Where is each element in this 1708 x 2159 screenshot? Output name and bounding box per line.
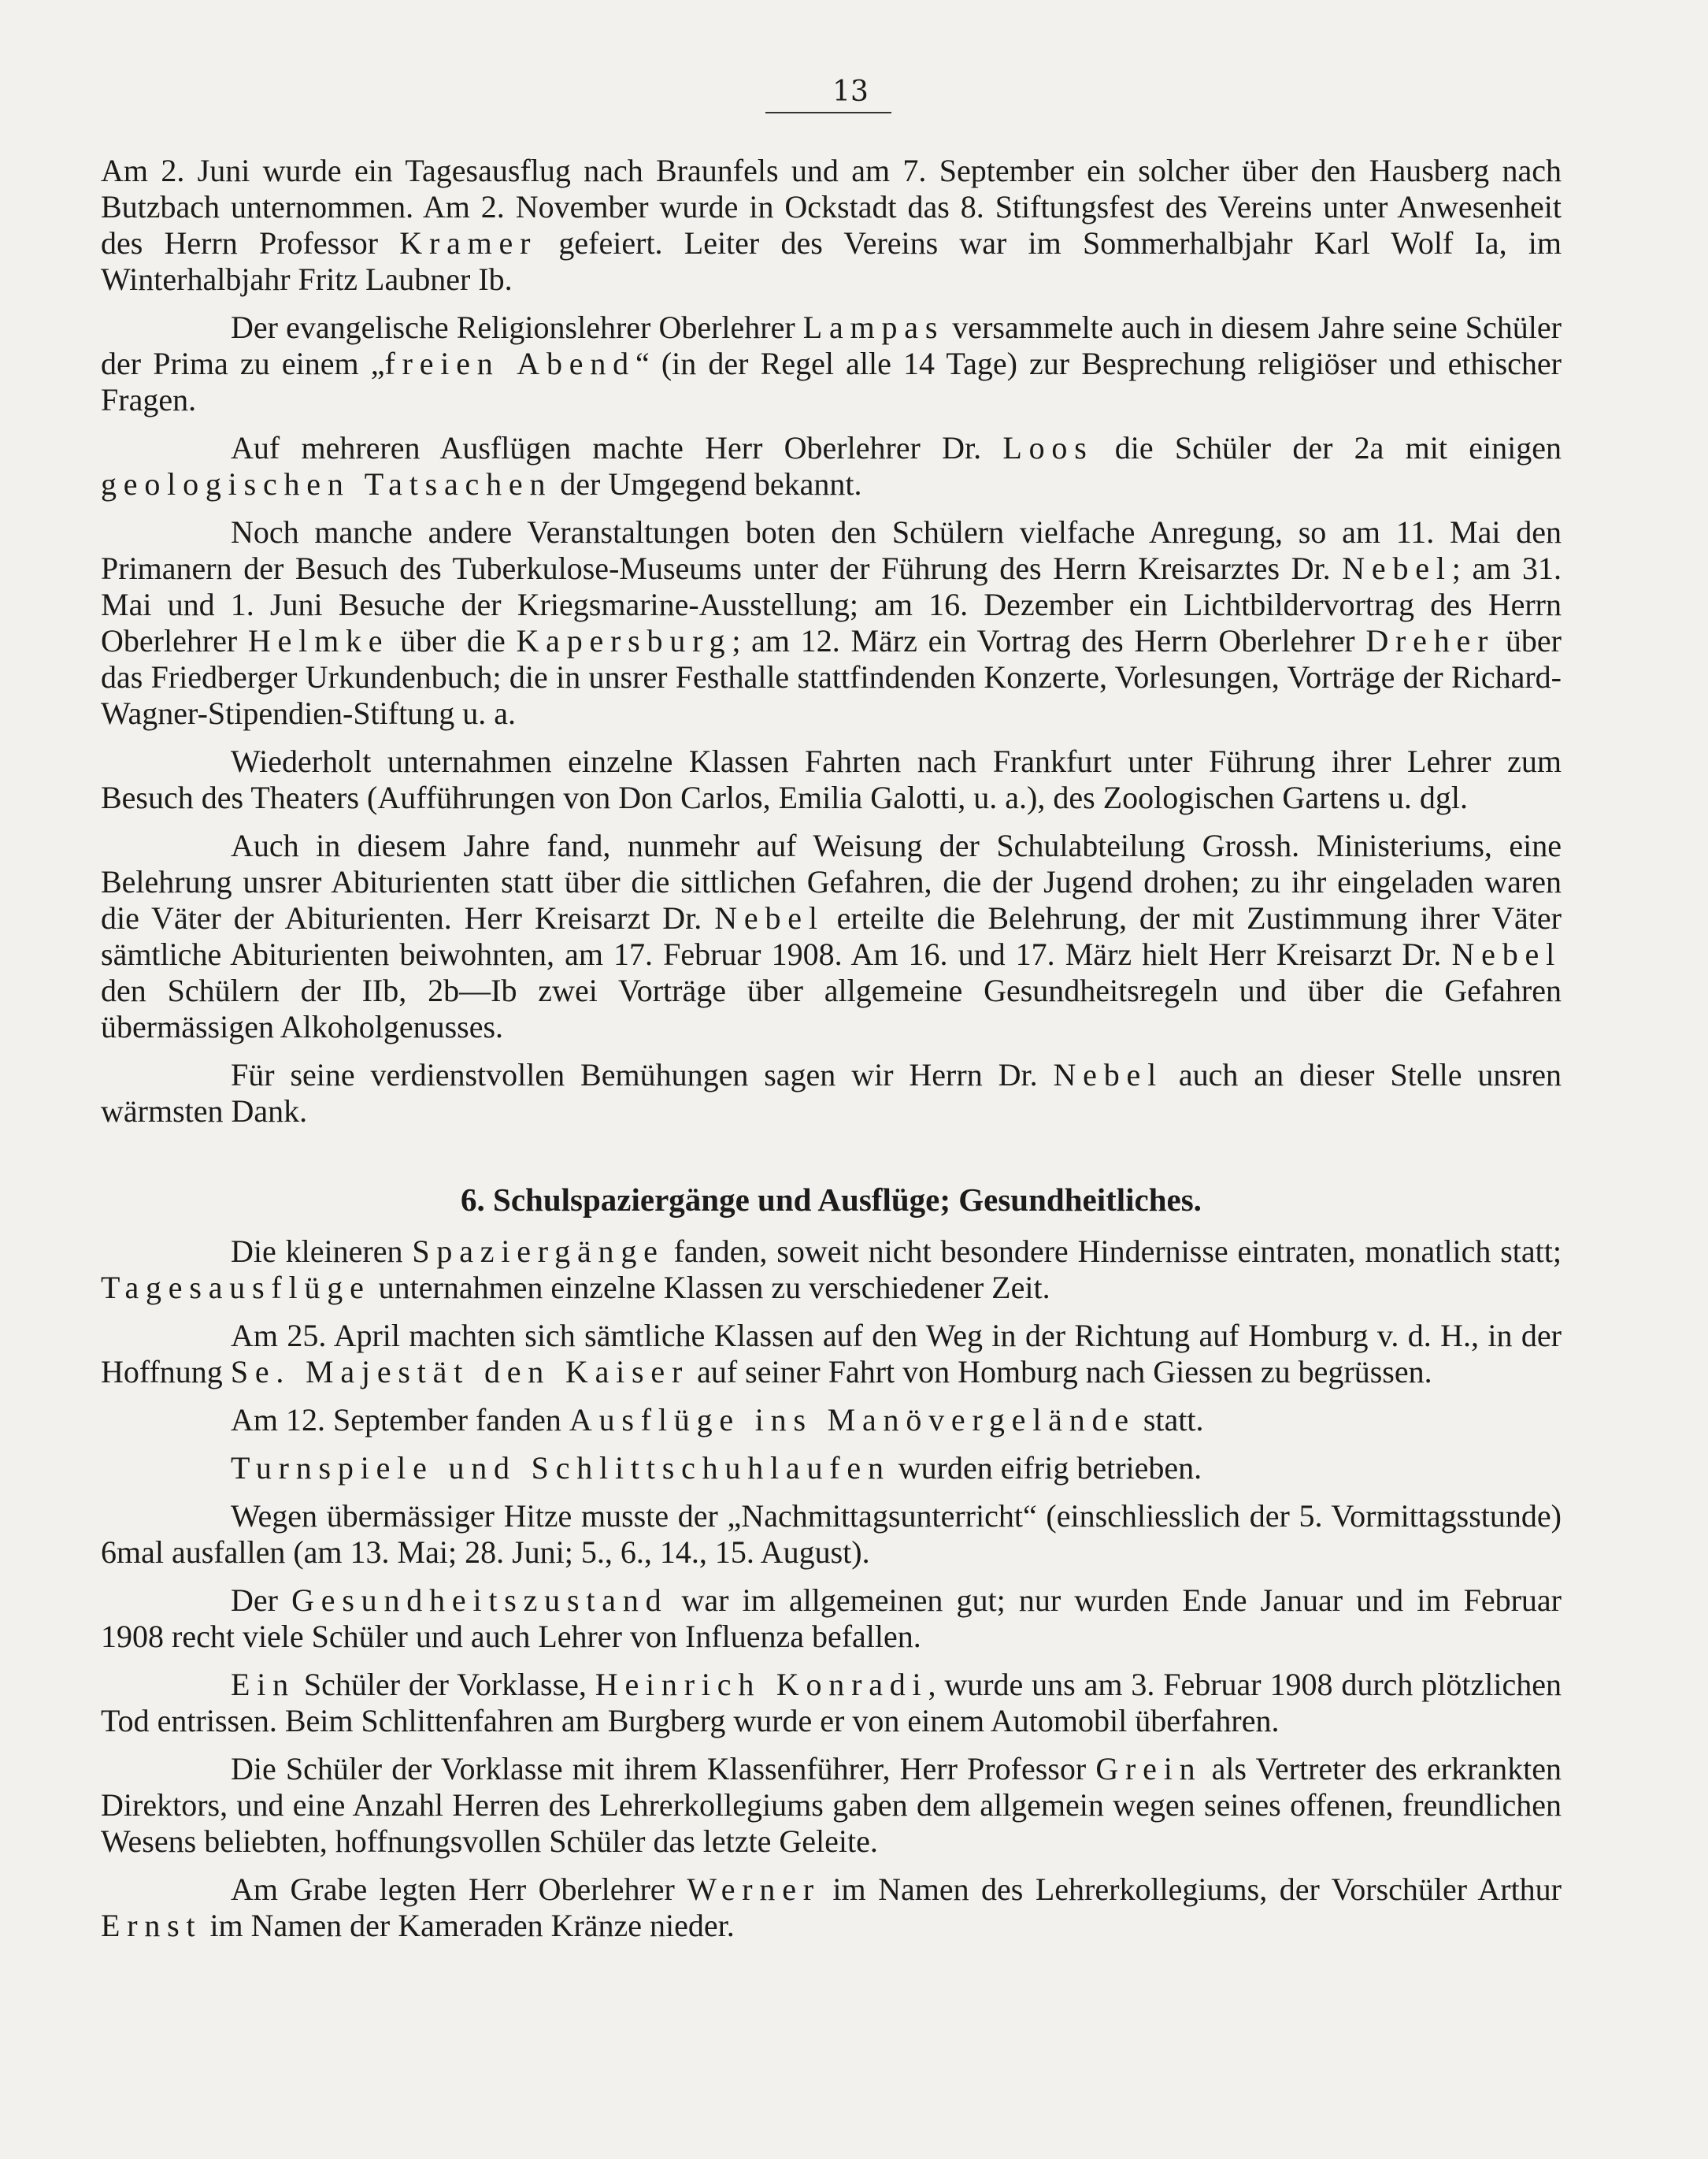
spaced-emphasis-text: Grein: [1095, 1751, 1202, 1786]
spaced-emphasis-text: Turnspiele und Schlittschuhlaufen: [231, 1450, 891, 1486]
paragraph: [101, 1872, 1562, 1944]
spaced-emphasis-text: Nebel: [1053, 1057, 1164, 1092]
text-segment: im Namen der Kameraden Kränze nieder.: [202, 1908, 735, 1943]
spaced-emphasis-text: Nebel: [714, 900, 824, 936]
text-segment: Für seine verdienstvollen Bemühungen sagen wir Herrn Dr.: [231, 1057, 1054, 1092]
text-segment: als Vertreter des erkrankten Direktors, und eine Anzahl Herren des Lehrerkollegiums gaben dem allgemein wegen seines offenen, freundlichen Wesens beliebten, hoffnungsvollen Schüler das letzte Geleite.: [101, 1751, 1562, 1859]
text-segment: war im allgemeinen gut; nur wurden Ende Januar und im Februar 1908 recht viele Schüler und auch Lehrer von Influenza befallen.: [101, 1582, 1562, 1654]
spaced-emphasis-text: Kramer: [399, 225, 538, 261]
text-segment: statt.: [1135, 1402, 1204, 1437]
section-heading: [101, 1182, 1562, 1218]
text-segment: Am 25. April machten sich sämtliche Klassen auf den Weg in der Richtung auf Homburg v. d. H., in der Hoffnung: [101, 1318, 1562, 1389]
spaced-emphasis-text: Ernst: [101, 1908, 202, 1943]
text-segment: Noch manche andere Veranstaltungen boten den Schülern vielfache Anregung, so am 11. Mai den Primanern der Besuch des Tuberkulose-Museums unter der Führung des Herrn Kreisarztes Dr.: [101, 514, 1562, 586]
paragraph: [101, 744, 1562, 816]
text-segment: fanden, soweit nicht besondere Hindernisse eintraten, monatlich statt;: [664, 1233, 1562, 1269]
text-segment: auf seiner Fahrt von Homburg nach Giessen zu begrüssen.: [689, 1354, 1432, 1389]
paragraph: [101, 1233, 1562, 1306]
spaced-emphasis-text: freien Abend: [384, 346, 635, 381]
text-segment: Auch in diesem Jahre fand, nunmehr auf Weisung der Schulabteilung Grossh. Ministeriums, eine Belehrung unsrer Abiturienten statt über die sittlichen Gefahren, die der Jugend drohen; zu ihr eingeladen waren die Väter der Abiturienten. Herr Kreisarzt Dr.: [101, 828, 1562, 936]
paragraph: [101, 1450, 1562, 1486]
paragraph: [101, 514, 1562, 732]
spaced-emphasis-text: Lampas: [802, 310, 945, 345]
paragraph: [101, 1318, 1562, 1390]
text-segment: Am 12. September fanden: [231, 1402, 569, 1437]
page-number: 13: [832, 76, 869, 108]
text-segment: 6. Schulspaziergänge und Ausflüge; Gesundheitliches.: [461, 1182, 1202, 1218]
text-segment: gefeiert. Leiter des Vereins war im Sommerhalbjahr Karl Wolf Ia, im Winterhalbjahr Fritz Laubner Ib.: [101, 225, 1562, 297]
spaced-emphasis-text: Werner: [687, 1872, 821, 1907]
paragraph: [101, 1582, 1562, 1655]
text-segment: auch an dieser Stelle unsren wärmsten Dank.: [101, 1057, 1562, 1129]
text-segment: Wiederholt unternahmen einzelne Klassen Fahrten nach Frankfurt unter Führung ihrer Lehrer zum Besuch des Theaters (Aufführungen von Don Carlos, Emilia Galotti, u. a.), des Zoologischen Gartens u. dgl.: [101, 744, 1562, 815]
paragraph: [101, 1498, 1562, 1571]
text-segment: Die Schüler der Vorklasse mit ihrem Klassenführer, Herr Professor: [231, 1751, 1096, 1786]
text-segment: die Schüler der 2a mit einigen: [1093, 430, 1562, 466]
spaced-emphasis-text: geologischen Tatsachen: [101, 466, 553, 502]
text-segment: “ (in der Regel alle 14 Tage) zur Besprechung religiöser und ethischer Fragen.: [101, 346, 1562, 417]
spaced-emphasis-text: Ein: [231, 1667, 295, 1702]
spaced-emphasis-text: Dreher: [1365, 623, 1495, 658]
spaced-emphasis-text: Loos: [1002, 430, 1094, 466]
spaced-emphasis-text: Heinrich Konradi: [595, 1667, 928, 1702]
text-segment: Am 2. Juni wurde ein Tagesausflug nach Braunfels und am 7. September ein solcher über den Hausberg nach Butzbach unternommen. Am 2. November wurde in Ockstadt das 8. Stiftungsfest des Vereins unter Anwesenheit des Herrn Professor: [101, 153, 1562, 261]
text-segment: über das Friedberger Urkundenbuch; die in unsrer Festhalle stattfindenden Konzerte, Vorlesungen, Vorträge der Richard-Wagner-Stipendien-Stiftung u. a.: [101, 623, 1562, 731]
spaced-emphasis-text: Tagesausflüge: [101, 1270, 371, 1305]
paragraph: [101, 153, 1562, 298]
text-segment: Am Grabe legten Herr Oberlehrer: [231, 1872, 687, 1907]
text-segment: über die: [389, 623, 517, 658]
spaced-emphasis-text: Ausflüge ins Manövergelände: [569, 1402, 1136, 1437]
paragraph: [101, 828, 1562, 1045]
text-segment: Wegen übermässiger Hitze musste der „Nachmittagsunterricht“ (einschliesslich der 5. Vormittagsstunde) 6mal ausfallen (am 13. Mai; 28. Juni; 5., 6., 14., 15. August).: [101, 1498, 1562, 1570]
paragraph: [101, 1057, 1562, 1130]
paragraph: [101, 1667, 1562, 1739]
spaced-emphasis-text: Se. Majestät den Kaiser: [230, 1354, 690, 1389]
paragraph: [101, 310, 1562, 418]
paragraph: [101, 430, 1562, 503]
text-segment: , wurde uns am 3. Februar 1908 durch plötzlichen Tod entrissen. Beim Schlittenfahren am Burgberg wurde er von einem Automobil überfahren.: [101, 1667, 1562, 1738]
text-segment: wurden eifrig betrieben.: [890, 1450, 1202, 1486]
paragraph: [101, 1751, 1562, 1860]
text-segment: im Namen des Lehrerkollegiums, der Vorschüler Arthur: [820, 1872, 1562, 1907]
text-segment: Der: [231, 1582, 292, 1618]
text-segment: unternahmen einzelne Klassen zu verschiedener Zeit.: [370, 1270, 1050, 1305]
text-segment: versammelte auch in diesem Jahre seine Schüler der Prima zu einem „: [101, 310, 1562, 381]
spaced-emphasis-text: Gesundheitszustand: [291, 1582, 669, 1618]
text-segment: ; am 31. Mai und 1. Juni Besuche der Kriegsmarine-Ausstellung; am 16. Dezember ein Lichtbildervortrag des Herrn Oberlehrer: [101, 551, 1562, 658]
text-segment: Der evangelische Religionslehrer Oberlehrer: [231, 310, 803, 345]
text-segment: den Schülern der IIb, 2b—Ib zwei Vorträge über allgemeine Gesundheitsregeln und über die Gefahren übermässigen Alkoholgenusses.: [101, 973, 1562, 1044]
body-text: [101, 153, 1562, 1956]
text-segment: erteilte die Belehrung, der mit Zustimmung ihrer Väter sämtliche Abiturienten beiwohnten, am 17. Februar 1908. Am 16. und 17. März hielt Herr Kreisarzt Dr.: [101, 900, 1562, 972]
spaced-emphasis-text: Nebel: [1451, 937, 1562, 972]
text-segment: Die kleineren: [231, 1233, 413, 1269]
page-number-rule: [765, 112, 891, 113]
spaced-emphasis-text: Nebel: [1342, 551, 1452, 586]
text-segment: Schüler der Vorklasse,: [295, 1667, 595, 1702]
text-segment: ; am 12. März ein Vortrag des Herrn Oberlehrer: [732, 623, 1366, 658]
paragraph: [101, 1402, 1562, 1438]
text-segment: der Umgegend bekannt.: [552, 466, 862, 502]
spaced-emphasis-text: Kapersburg: [516, 623, 732, 658]
spaced-emphasis-text: Spaziergänge: [412, 1233, 665, 1269]
spaced-emphasis-text: Helmke: [247, 623, 390, 658]
text-segment: Auf mehreren Ausflügen machte Herr Oberlehrer Dr.: [231, 430, 1003, 466]
